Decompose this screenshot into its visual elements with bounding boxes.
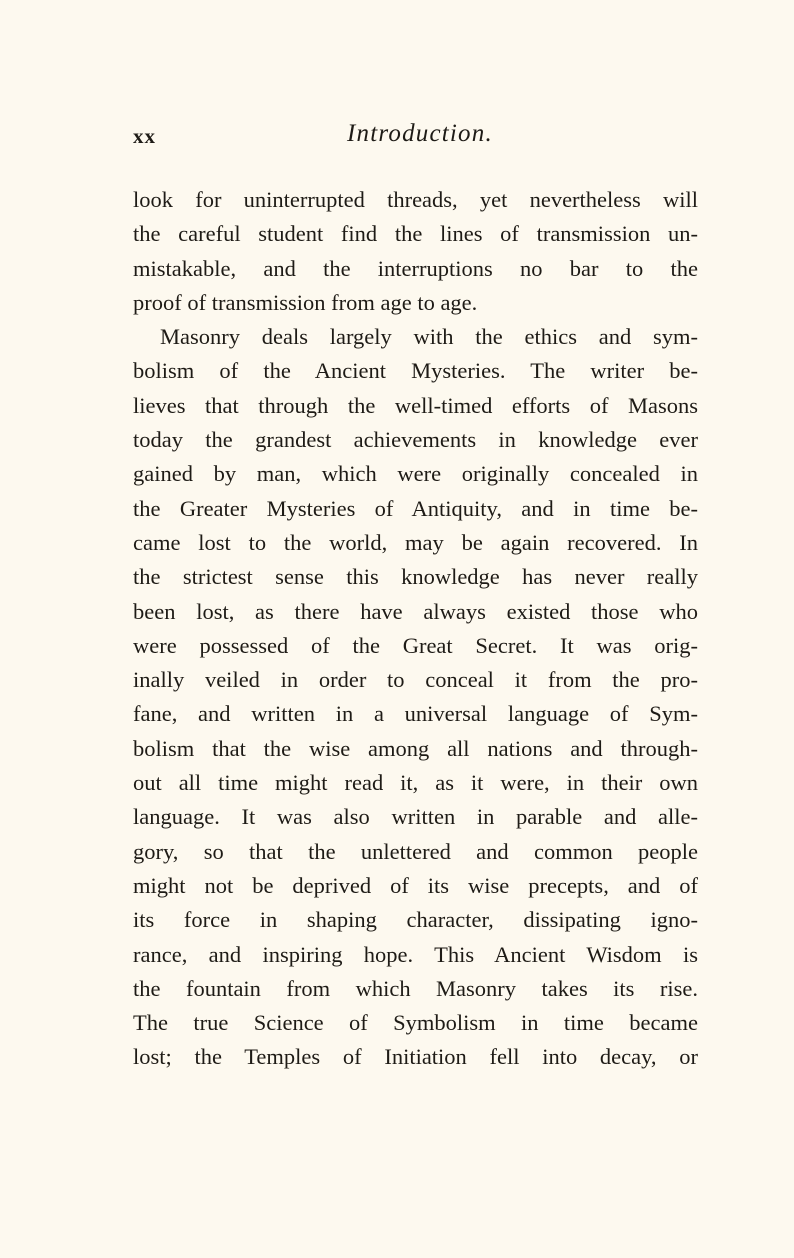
text-line: the fountain from which Masonry takes its rise. xyxy=(133,975,698,1001)
text-line: gained by man, which were originally concealed in xyxy=(133,461,698,487)
text-line: language. It was also written in parable and alle- xyxy=(133,804,698,830)
text-line: lost; the Temples of Initiation fell into decay, or xyxy=(133,1044,698,1070)
text-line: The true Science of Symbolism in time became xyxy=(133,1010,698,1036)
text-line: bolism that the wise among all nations and through- xyxy=(133,735,698,761)
text-line: today the grandest achievements in knowledge ever xyxy=(133,427,698,453)
text-line: Masonry deals largely with the ethics and sym- xyxy=(160,324,698,350)
text-line: mistakable, and the interruptions no bar to the xyxy=(133,255,698,281)
text-line: might not be deprived of its wise precepts, and of xyxy=(133,872,698,898)
body-text xyxy=(133,183,698,1075)
text-line: look for uninterrupted threads, yet nevertheless will xyxy=(133,187,698,212)
text-line: the careful student find the lines of transmission un- xyxy=(133,221,698,247)
text-line: the Greater Mysteries of Antiquity, and in time be- xyxy=(133,495,698,521)
text-line: out all time might read it, as it were, in their own xyxy=(133,770,698,796)
text-line: were possessed of the Great Secret. It was orig- xyxy=(133,632,698,658)
text-line: proof of transmission from age to age. xyxy=(133,289,478,315)
running-title: Introduction. xyxy=(347,120,493,147)
text-line: been lost, as there have always existed those who xyxy=(133,598,698,624)
text-line: lieves that through the well-timed efforts of Masons xyxy=(133,392,698,418)
text-line: the strictest sense this knowledge has never really xyxy=(133,564,698,590)
text-line: its force in shaping character, dissipating igno- xyxy=(133,907,698,933)
running-head xyxy=(133,120,698,156)
text-line: bolism of the Ancient Mysteries. The writer be- xyxy=(133,358,698,384)
page-number: xx xyxy=(133,124,156,148)
text-line: inally veiled in order to conceal it from the pro- xyxy=(133,667,698,693)
text-line: rance, and inspiring hope. This Ancient Wisdom is xyxy=(133,941,698,967)
text-line: fane, and written in a universal language of Sym- xyxy=(133,701,698,727)
text-line: gory, so that the unlettered and common people xyxy=(133,838,698,864)
text-line: came lost to the world, may be again recovered. In xyxy=(133,529,698,555)
